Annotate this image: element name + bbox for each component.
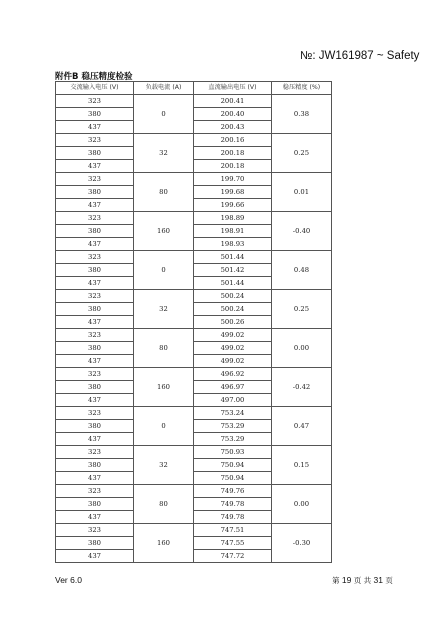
- dc-output-voltage-cell: 500.26: [194, 316, 272, 329]
- regulation-precision-cell: 0.00: [272, 329, 332, 368]
- regulation-precision-cell: 0.25: [272, 290, 332, 329]
- ac-input-voltage-cell: 380: [56, 186, 134, 199]
- ac-input-voltage-cell: 437: [56, 550, 134, 563]
- dc-output-voltage-cell: 753.29: [194, 420, 272, 433]
- dc-output-voltage-cell: 200.18: [194, 147, 272, 160]
- regulation-precision-cell: 0.38: [272, 95, 332, 134]
- load-current-cell: 0: [134, 95, 194, 134]
- ac-input-voltage-cell: 437: [56, 511, 134, 524]
- table-row: [56, 485, 332, 498]
- dc-output-voltage-cell: 200.41: [194, 95, 272, 108]
- load-current-cell: 32: [134, 290, 194, 329]
- ac-input-voltage-cell: 380: [56, 108, 134, 121]
- ac-input-voltage-cell: 380: [56, 381, 134, 394]
- regulation-precision-cell: -0.40: [272, 212, 332, 251]
- ac-input-voltage-cell: 323: [56, 173, 134, 186]
- dc-output-voltage-cell: 747.55: [194, 537, 272, 550]
- load-current-cell: 80: [134, 485, 194, 524]
- ac-input-voltage-cell: 380: [56, 264, 134, 277]
- ac-input-voltage-cell: 380: [56, 303, 134, 316]
- column-header-regulation-precision: 稳压精度 (%): [272, 82, 332, 95]
- ac-input-voltage-cell: 323: [56, 368, 134, 381]
- regulation-precision-cell: -0.30: [272, 524, 332, 563]
- load-current-cell: 32: [134, 134, 194, 173]
- dc-output-voltage-cell: 750.93: [194, 446, 272, 459]
- dc-output-voltage-cell: 499.02: [194, 329, 272, 342]
- ac-input-voltage-cell: 323: [56, 290, 134, 303]
- load-current-cell: 0: [134, 407, 194, 446]
- dc-output-voltage-cell: 501.42: [194, 264, 272, 277]
- regulation-precision-cell: 0.48: [272, 251, 332, 290]
- dc-output-voltage-cell: 747.51: [194, 524, 272, 537]
- ac-input-voltage-cell: 323: [56, 251, 134, 264]
- table-row: [56, 134, 332, 147]
- dc-output-voltage-cell: 199.66: [194, 199, 272, 212]
- dc-output-voltage-cell: 500.24: [194, 303, 272, 316]
- dc-output-voltage-cell: 501.44: [194, 277, 272, 290]
- page-suffix: 页: [385, 576, 393, 585]
- table-header-row: [56, 82, 332, 95]
- footer-version: Ver 6.0: [55, 575, 82, 585]
- ac-input-voltage-cell: 380: [56, 147, 134, 160]
- dc-output-voltage-cell: 198.91: [194, 225, 272, 238]
- table-row: [56, 95, 332, 108]
- ac-input-voltage-cell: 380: [56, 420, 134, 433]
- dc-output-voltage-cell: 200.40: [194, 108, 272, 121]
- table-row: [56, 173, 332, 186]
- table-row: [56, 290, 332, 303]
- table-row: [56, 446, 332, 459]
- regulation-precision-cell: -0.42: [272, 368, 332, 407]
- dc-output-voltage-cell: 749.78: [194, 498, 272, 511]
- column-header-load-current: 负载电流 (A): [134, 82, 194, 95]
- page-middle: 页 共: [353, 576, 372, 585]
- dc-output-voltage-cell: 496.92: [194, 368, 272, 381]
- ac-input-voltage-cell: 323: [56, 329, 134, 342]
- ac-input-voltage-cell: 380: [56, 498, 134, 511]
- ac-input-voltage-cell: 380: [56, 537, 134, 550]
- load-current-cell: 160: [134, 524, 194, 563]
- regulation-precision-cell: 0.00: [272, 485, 332, 524]
- footer-page-number: [332, 575, 393, 586]
- dc-output-voltage-cell: 496.97: [194, 381, 272, 394]
- load-current-cell: 160: [134, 368, 194, 407]
- dc-output-voltage-cell: 747.72: [194, 550, 272, 563]
- table-body: [56, 95, 332, 563]
- ac-input-voltage-cell: 323: [56, 485, 134, 498]
- ac-input-voltage-cell: 323: [56, 407, 134, 420]
- ac-input-voltage-cell: 437: [56, 199, 134, 212]
- current-page: 19: [341, 575, 352, 585]
- dc-output-voltage-cell: 198.89: [194, 212, 272, 225]
- dc-output-voltage-cell: 750.94: [194, 472, 272, 485]
- dc-output-voltage-cell: 200.43: [194, 121, 272, 134]
- dc-output-voltage-cell: 200.18: [194, 160, 272, 173]
- table-row: [56, 212, 332, 225]
- ac-input-voltage-cell: 323: [56, 212, 134, 225]
- ac-input-voltage-cell: 437: [56, 316, 134, 329]
- dc-output-voltage-cell: 753.24: [194, 407, 272, 420]
- ac-input-voltage-cell: 437: [56, 355, 134, 368]
- load-current-cell: 80: [134, 173, 194, 212]
- ac-input-voltage-cell: 323: [56, 524, 134, 537]
- regulation-precision-cell: 0.01: [272, 173, 332, 212]
- regulation-precision-cell: 0.47: [272, 407, 332, 446]
- dc-output-voltage-cell: 500.24: [194, 290, 272, 303]
- ac-input-voltage-cell: 437: [56, 433, 134, 446]
- dc-output-voltage-cell: 749.76: [194, 485, 272, 498]
- dc-output-voltage-cell: 198.93: [194, 238, 272, 251]
- dc-output-voltage-cell: 499.02: [194, 355, 272, 368]
- dc-output-voltage-cell: 499.02: [194, 342, 272, 355]
- ac-input-voltage-cell: 323: [56, 134, 134, 147]
- ac-input-voltage-cell: 437: [56, 160, 134, 173]
- table-row: [56, 368, 332, 381]
- ac-input-voltage-cell: 437: [56, 121, 134, 134]
- ac-input-voltage-cell: 437: [56, 277, 134, 290]
- dc-output-voltage-cell: 749.78: [194, 511, 272, 524]
- dc-output-voltage-cell: 199.68: [194, 186, 272, 199]
- regulation-precision-cell: 0.25: [272, 134, 332, 173]
- load-current-cell: 32: [134, 446, 194, 485]
- dc-output-voltage-cell: 750.94: [194, 459, 272, 472]
- dc-output-voltage-cell: 200.16: [194, 134, 272, 147]
- dc-output-voltage-cell: 199.70: [194, 173, 272, 186]
- ac-input-voltage-cell: 380: [56, 342, 134, 355]
- document-number: №: JW161987 ~ Safety: [300, 50, 420, 62]
- ac-input-voltage-cell: 380: [56, 225, 134, 238]
- column-header-dc-output-voltage: 直流输出电压 (V): [194, 82, 272, 95]
- load-current-cell: 0: [134, 251, 194, 290]
- ac-input-voltage-cell: 437: [56, 238, 134, 251]
- ac-input-voltage-cell: 323: [56, 95, 134, 108]
- regulation-accuracy-table: [55, 81, 332, 563]
- load-current-cell: 160: [134, 212, 194, 251]
- ac-input-voltage-cell: 437: [56, 394, 134, 407]
- ac-input-voltage-cell: 380: [56, 459, 134, 472]
- section-title: 附件B 稳压精度检验: [55, 72, 133, 82]
- column-header-ac-input-voltage: 交流输入电压 (V): [56, 82, 134, 95]
- ac-input-voltage-cell: 323: [56, 446, 134, 459]
- ac-input-voltage-cell: 437: [56, 472, 134, 485]
- dc-output-voltage-cell: 501.44: [194, 251, 272, 264]
- dc-output-voltage-cell: 753.29: [194, 433, 272, 446]
- load-current-cell: 80: [134, 329, 194, 368]
- total-pages: 31: [373, 575, 383, 585]
- table-row: [56, 524, 332, 537]
- page-prefix: 第: [332, 576, 340, 585]
- dc-output-voltage-cell: 497.00: [194, 394, 272, 407]
- table-row: [56, 407, 332, 420]
- table-row: [56, 251, 332, 264]
- table-row: [56, 329, 332, 342]
- regulation-precision-cell: 0.15: [272, 446, 332, 485]
